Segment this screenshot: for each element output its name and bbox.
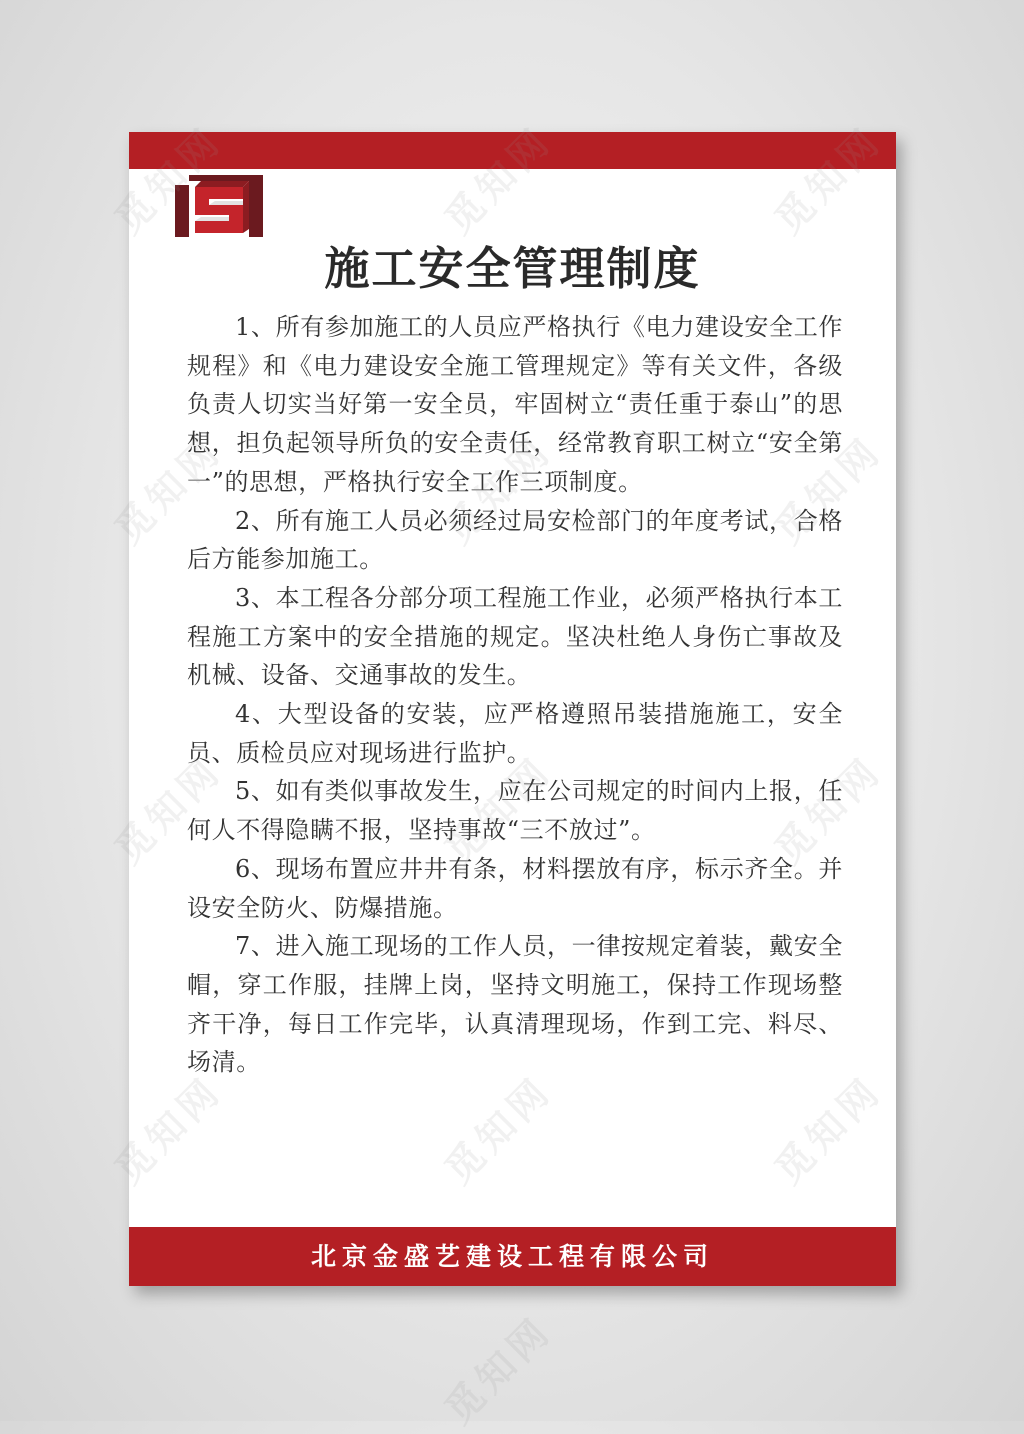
rule-item: 4、大型设备的安装，应严格遵照吊装措施施工，安全员、质检员应对现场进行监护。 [187, 700, 843, 767]
rule-item: 1、所有参加施工的人员应严格执行《电力建设安全工作规程》和《电力建设安全施工管理规定》等有关文件，各级负责人切实当好第一安全员，牢固树立“责任重于泰山”的思想，担负起领导所负的安全责任，经常教育职工树立“安全第一”的思想，严格执行安全工作三项制度。 [187, 313, 843, 496]
rule-item: 6、现场布置应井井有条，材料摆放有序，标示齐全。并设安全防火、防爆措施。 [187, 854, 843, 922]
top-red-band [129, 132, 896, 169]
rules-list [187, 308, 843, 1082]
rule-item: 2、所有施工人员必须经过局安检部门的年度考试，合格后方能参加施工。 [187, 506, 843, 574]
company-name-footer: 北京金盛艺建设工程有限公司 [129, 1227, 896, 1286]
safety-poster [129, 132, 896, 1286]
rule-item: 3、本工程各分部分项工程施工作业，必须严格执行本工程施工方案中的安全措施的规定。坚决杜绝人身伤亡事故及机械、设备、交通事故的发生。 [187, 583, 843, 690]
rule-item: 7、进入施工现场的工作人员，一律按规定着装，戴安全帽，穿工作服，挂牌上岗，坚持文明施工，保持工作现场整齐干净，每日工作完毕，认真清理现场，作到工完、料尽、场清。 [187, 932, 843, 1077]
rule-item: 5、如有类似事故发生，应在公司规定的时间内上报，任何人不得隐瞒不报，坚持事故“三不放过”。 [187, 777, 843, 845]
poster-title: 施工安全管理制度 [324, 242, 701, 295]
watermark: 觅知网 [436, 1307, 561, 1433]
